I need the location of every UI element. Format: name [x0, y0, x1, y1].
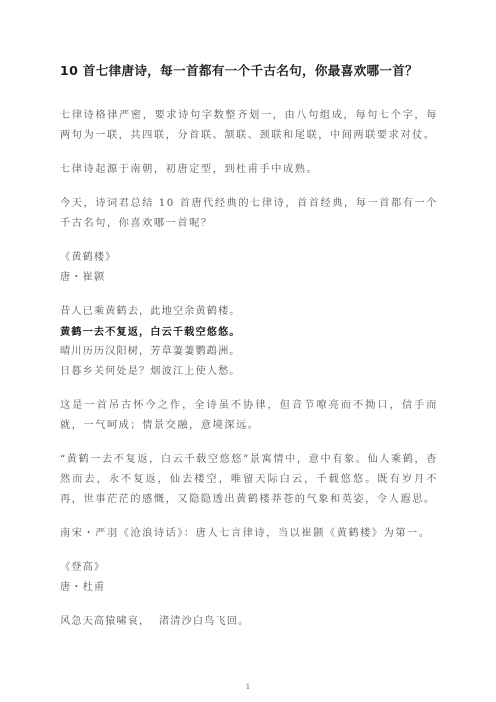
document-page — [60, 62, 438, 632]
poem1-commentary-3: 南宋・严羽《沧浪诗话》：唐人七言律诗，当以崔颢《黄鹤楼》为第一。 — [60, 528, 431, 539]
poem1-line: 昔人已乘黄鹤去，此地空余黄鹤楼。 — [60, 306, 241, 317]
poem1-commentary-2: “黄鹤一去不复返，白云千载空悠悠”景寓情中，意中有象。仙人乘鹤，杳然而去，永不复返，仙去楼空，唯留天际白云，千载悠悠。既有岁月不再，世事茫茫的感慨，又隐隐透出黄鹤楼莽苍的气象和英姿，令人遐思。 — [60, 454, 438, 505]
poem1-author: 唐・崔颢 — [60, 272, 106, 283]
poem1-famous-line: 黄鹤一去不复返，白云千载空悠悠。 — [60, 326, 241, 338]
poem1-line: 晴川历历汉阳树，芳草萋萋鹦鹉洲。 — [60, 346, 241, 357]
poem2-title: 《登高》 — [60, 562, 106, 573]
intro-paragraph-1: 七律诗格律严密，要求诗句字数整齐划一，由八句组成，每句七个字，每两句为一联，共四联，分首联、颔联、颈联和尾联，中间两联要求对仗。 — [60, 110, 438, 141]
poem1-line: 日暮乡关何处是？烟波江上使人愁。 — [60, 366, 241, 377]
intro-paragraph-2: 七律诗起源于南朝，初唐定型，到杜甫手中成熟。 — [60, 164, 319, 175]
poem1-title: 《黄鹤楼》 — [60, 252, 117, 263]
article-title: 10 首七律唐诗，每一首都有一个千古名句，你最喜欢哪一首？ — [60, 63, 419, 78]
poem2-line: 风急天高猿啸哀， 渚清沙白鸟飞回。 — [60, 616, 250, 627]
poem1-commentary-1: 这是一首吊古怀今之作，全诗虽不协律，但音节嘹亮而不拗口，信手而就，一气呵成；情景交融，意境深远。 — [60, 400, 438, 431]
intro-paragraph-3: 今天，诗词君总结 10 首唐代经典的七律诗，首首经典，每一首都有一个千古名句，你喜欢哪一首呢？ — [60, 198, 438, 229]
page-number: 1 — [245, 683, 251, 691]
poem2-author: 唐・杜甫 — [60, 582, 106, 593]
